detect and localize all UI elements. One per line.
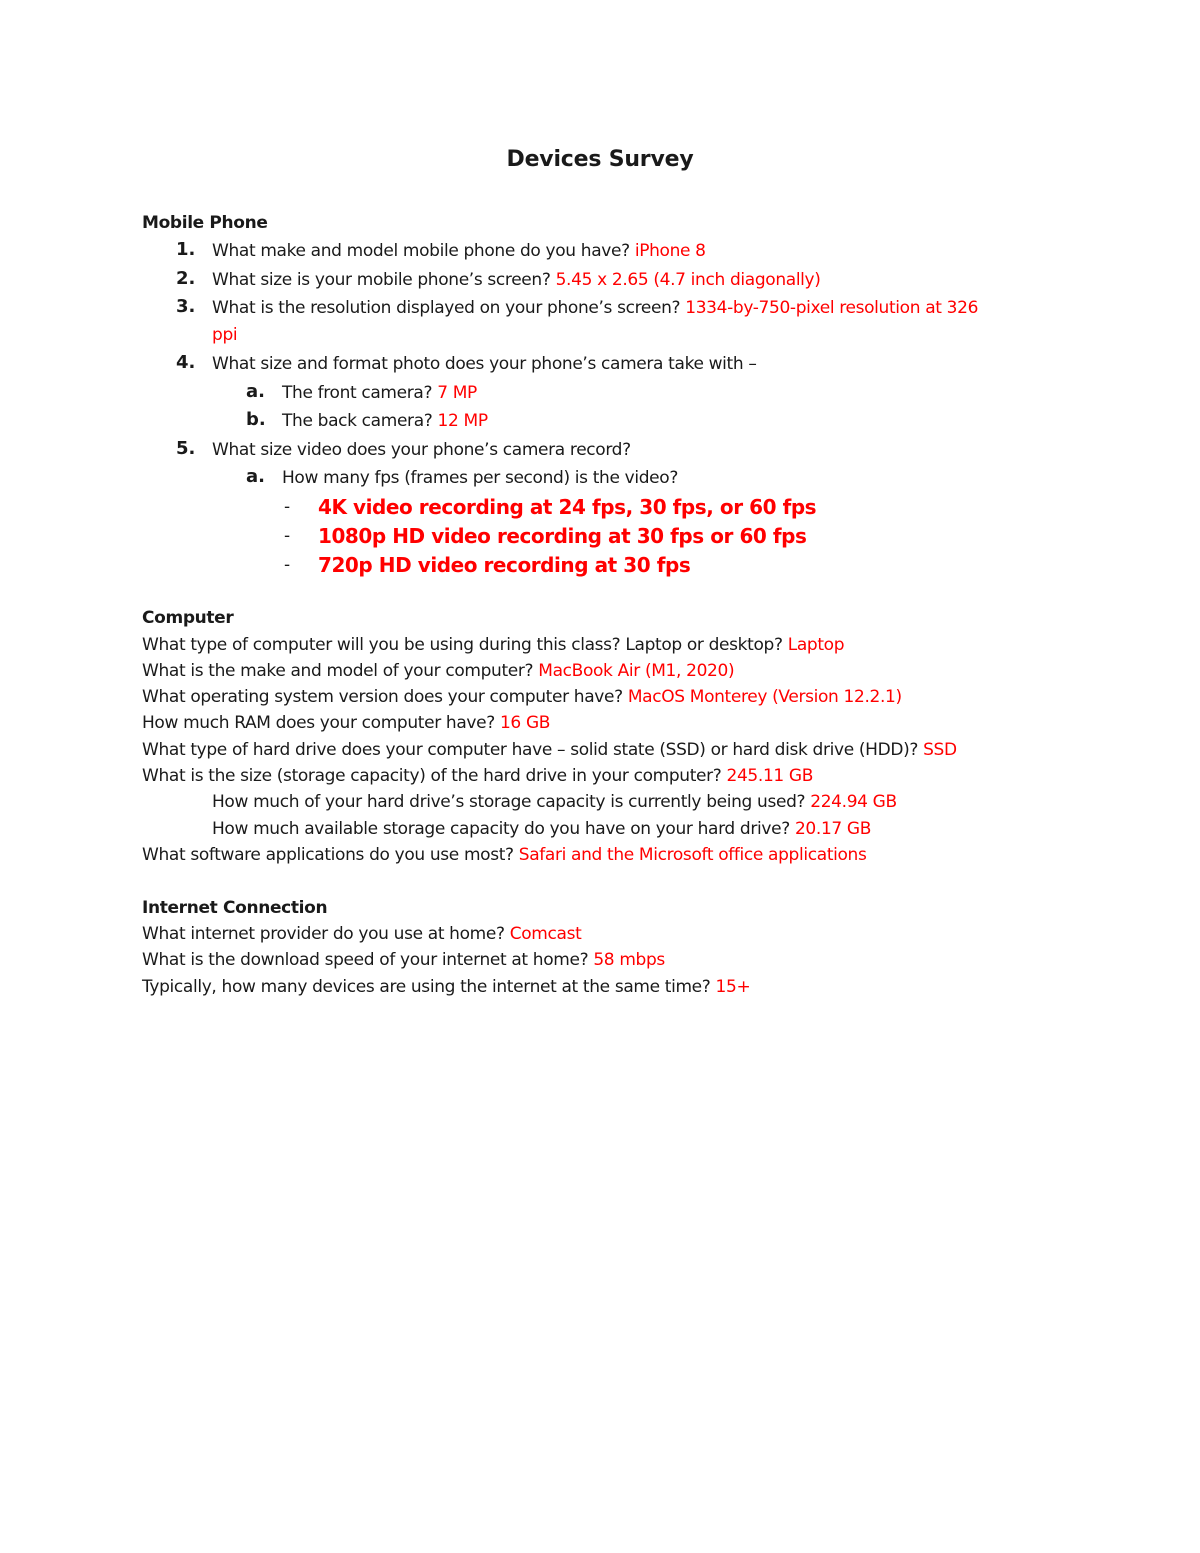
question-computer-6: [142, 765, 813, 787]
list-letter: a.: [246, 466, 265, 487]
page-title: Devices Survey: [506, 147, 694, 172]
answer-text: 7 MP: [437, 383, 477, 403]
question-text: What is the resolution displayed on your phone’s screen?: [212, 298, 681, 318]
answer-continuation: ppi: [212, 325, 238, 345]
question-text: What is the size (storage capacity) of the hard drive in your computer?: [142, 766, 722, 786]
list-letter: b.: [246, 409, 266, 430]
question-text: What software applications do you use most?: [142, 845, 514, 865]
question-text: What type of hard drive does your computer have – solid state (SSD) or hard disk drive (HDD)?: [142, 740, 919, 760]
question-mobile-4b: [282, 410, 488, 432]
question-text: How much of your hard drive’s storage capacity is currently being used?: [212, 792, 806, 812]
question-computer-4: [142, 712, 550, 734]
question-computer-7: [142, 844, 866, 866]
section-heading-computer: Computer: [142, 608, 234, 628]
answer-text: 16 GB: [499, 713, 551, 733]
answer-text: SSD: [923, 740, 957, 760]
question-mobile-1: [212, 240, 706, 262]
list-number: 1.: [176, 239, 196, 260]
question-computer-6a: [212, 791, 897, 813]
question-internet-3: [142, 976, 750, 998]
answer-text: 15+: [715, 977, 751, 997]
answer-text: Laptop: [787, 635, 845, 655]
question-computer-2: [142, 660, 734, 682]
list-number: 4.: [176, 352, 196, 373]
question-computer-3: [142, 686, 902, 708]
question-mobile-5a: How many fps (frames per second) is the video?: [282, 468, 679, 488]
answer-text: Safari and the Microsoft office applications: [518, 845, 867, 865]
question-computer-1: [142, 634, 844, 656]
section-heading-internet: Internet Connection: [142, 898, 328, 918]
answer-text: 1334-by-750-pixel resolution at 326: [685, 298, 979, 318]
question-text: The front camera?: [282, 383, 433, 403]
video-answer-1: 4K video recording at 24 fps, 30 fps, or 60 fps: [318, 495, 817, 519]
dash-bullet: -: [284, 497, 291, 517]
answer-text: Comcast: [509, 924, 582, 944]
question-mobile-3: [212, 297, 978, 319]
answer-text: 224.94 GB: [810, 792, 897, 812]
question-mobile-4: What size and format photo does your phone’s camera take with –: [212, 354, 757, 374]
video-answer-3: 720p HD video recording at 30 fps: [318, 553, 691, 577]
question-text: What size is your mobile phone’s screen?: [212, 270, 551, 290]
question-mobile-5: What size video does your phone’s camera record?: [212, 440, 631, 460]
question-computer-6b: [212, 818, 871, 840]
question-text: What make and model mobile phone do you have?: [212, 241, 630, 261]
answer-text: 245.11 GB: [726, 766, 814, 786]
question-internet-2: [142, 949, 665, 971]
answer-text: MacBook Air (M1, 2020): [538, 661, 735, 681]
answer-text: 20.17 GB: [794, 819, 872, 839]
question-text: Typically, how many devices are using the internet at the same time?: [142, 977, 711, 997]
dash-bullet: -: [284, 526, 291, 546]
question-text: How much available storage capacity do you have on your hard drive?: [212, 819, 790, 839]
section-heading-mobile: Mobile Phone: [142, 213, 268, 233]
list-number: 3.: [176, 296, 196, 317]
answer-text: 58 mbps: [593, 950, 665, 970]
question-computer-5: [142, 739, 957, 761]
list-number: 5.: [176, 438, 196, 459]
question-text: What is the download speed of your internet at home?: [142, 950, 589, 970]
video-answer-2: 1080p HD video recording at 30 fps or 60 fps: [318, 524, 807, 548]
question-text: What is the make and model of your computer?: [142, 661, 534, 681]
list-number: 2.: [176, 268, 196, 289]
answer-text: MacOS Monterey (Version 12.2.1): [627, 687, 902, 707]
question-mobile-2: [212, 269, 821, 291]
answer-text: iPhone 8: [634, 241, 706, 261]
question-internet-1: [142, 923, 581, 945]
dash-bullet: -: [284, 555, 291, 575]
question-text: The back camera?: [282, 411, 433, 431]
answer-text: 5.45 x 2.65 (4.7 inch diagonally): [555, 270, 821, 290]
question-text: What internet provider do you use at home?: [142, 924, 505, 944]
question-text: How much RAM does your computer have?: [142, 713, 495, 733]
list-letter: a.: [246, 381, 265, 402]
question-text: What operating system version does your computer have?: [142, 687, 623, 707]
question-text: What type of computer will you be using during this class? Laptop or desktop?: [142, 635, 783, 655]
answer-text: 12 MP: [437, 411, 488, 431]
question-mobile-4a: [282, 382, 477, 404]
